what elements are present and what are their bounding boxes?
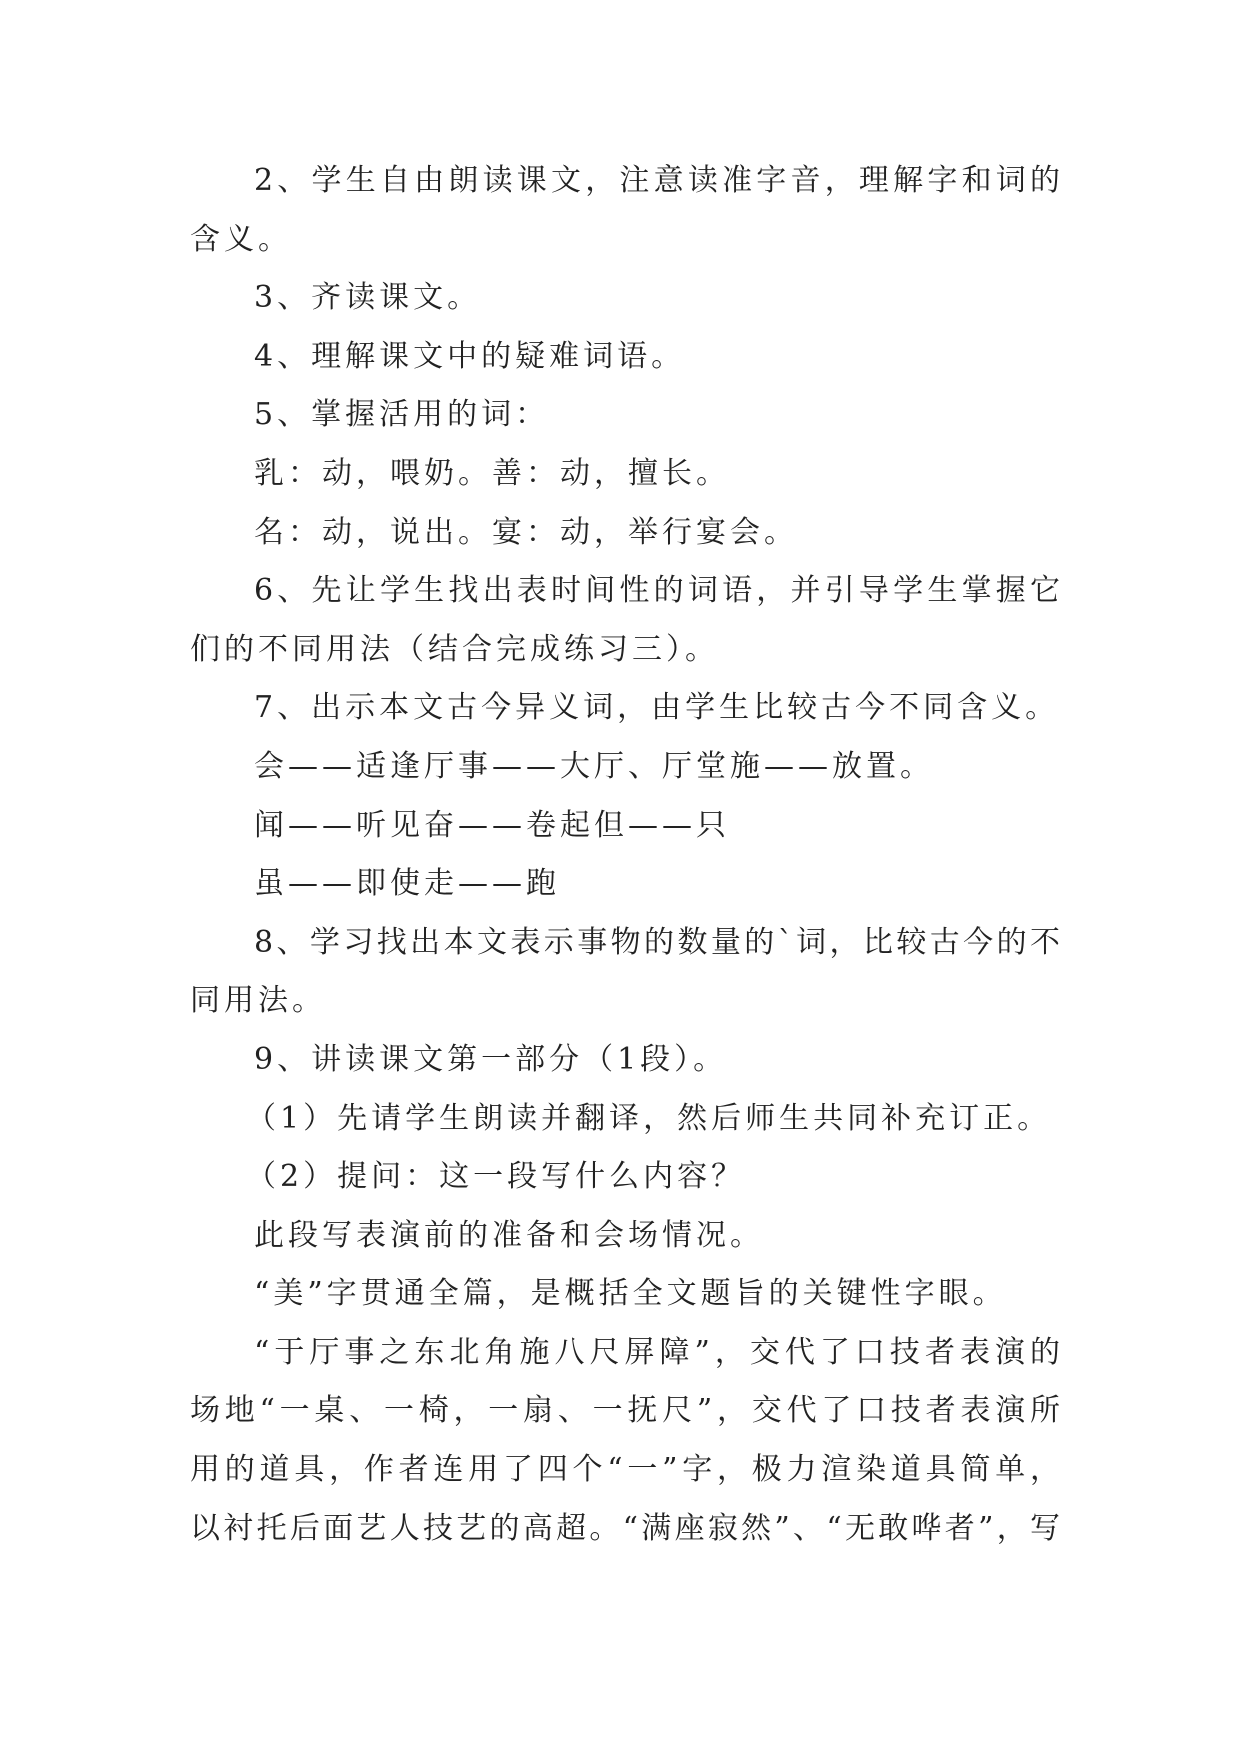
text-line: 们的不同用法（结合完成练习三）。: [190, 631, 719, 667]
text-line: “美”字贯通全篇，是概括全文题旨的关键性字眼。: [254, 1276, 1007, 1312]
text-line: 同用法。: [190, 983, 326, 1019]
text-line: 此段写表演前的准备和会场情况。: [254, 1217, 764, 1253]
text-line: 乳：动，喂奶。善：动，擅长。: [254, 455, 730, 491]
text-line: 含义。: [190, 221, 292, 257]
text-line: 8、学习找出本文表示事物的数量的`词，比较古今的不: [254, 924, 1060, 960]
text-line: 5、掌握活用的词：: [254, 397, 550, 433]
text-line: “于厅事之东北角施八尺屏障”，交代了口技者表演的: [254, 1334, 1060, 1370]
text-line: 7、出示本文古今异义词，由学生比较古今不同含义。: [254, 690, 1060, 726]
text-line: 虽——即使走——跑: [254, 866, 560, 902]
text-line: 以衬托后面艺人技艺的高超。“满座寂然”、“无敢哗者”，写: [190, 1510, 1060, 1546]
text-line: 场地“一桌、一椅，一扇、一抚尺”，交代了口技者表演所: [190, 1393, 1060, 1429]
text-line: 会——适逢厅事——大厅、厅堂施——放置。: [254, 748, 934, 784]
text-line: （1）先请学生朗读并翻译，然后师生共同补充订正。: [246, 1100, 1052, 1136]
text-line: 2、学生自由朗读课文，注意读准字音，理解字和词的: [254, 163, 1060, 198]
document-page: [190, 152, 1060, 1558]
text-line: 4、理解课文中的疑难词语。: [254, 338, 686, 374]
text-line: 闻——听见奋——卷起但——只: [254, 807, 730, 843]
text-line: 用的道具，作者连用了四个“一”字，极力渲染道具简单，: [190, 1452, 1060, 1488]
text-line: （2）提问：这一段写什么内容？: [246, 1159, 746, 1195]
text-line: 3、齐读课文。: [254, 280, 482, 316]
text-line: 9、讲读课文第一部分（1段）。: [254, 1041, 728, 1077]
text-line: 名：动，说出。宴：动，举行宴会。: [254, 514, 798, 550]
text-line: 6、先让学生找出表时间性的词语，并引导学生掌握它: [254, 573, 1060, 609]
